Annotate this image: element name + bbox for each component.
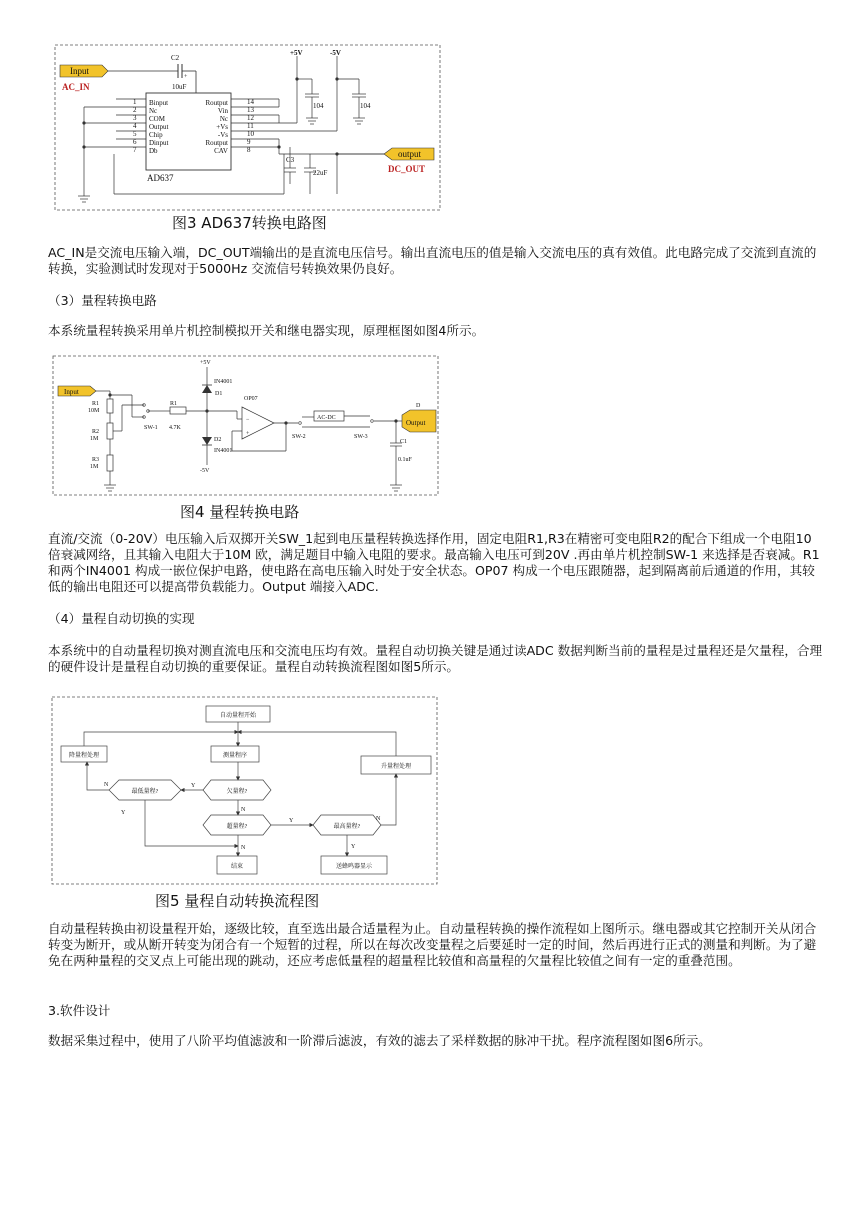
flow-down-range-label: 降量程处理: [68, 753, 100, 759]
sw1-label: SW-1: [144, 425, 158, 431]
c1-value: 0.1uF: [398, 457, 412, 463]
flow-under-range-label: 欠量程?: [226, 789, 248, 795]
minus5v-label: -5V: [330, 49, 341, 57]
r1b-value: 4.7K: [169, 425, 181, 431]
paragraph-1: AC_IN是交流电压输入端，DC_OUT端输出的是直流电压信号。输出直流电压的值是输入交流电压的真有效值。此电路完成了交流到直流的转换，实验测试时发现对于5000Hz 交流信号转换效果仍良好。: [48, 245, 817, 276]
c2-value: 10uF: [172, 83, 187, 91]
input-tag-label: Input: [70, 66, 89, 76]
pin-left-3: 3: [133, 114, 137, 122]
figure-5-auto-range-flowchart: [51, 696, 439, 886]
flow-start-label: 自动量程开始: [219, 713, 257, 719]
pin-name-right-9: Routput: [205, 139, 228, 147]
pin-name-left-7: Db: [149, 147, 158, 155]
pin-name-left-2: Nc: [149, 107, 158, 115]
pin-name-right-10: -Vs: [217, 131, 228, 139]
pin-name-left-3: COM: [149, 115, 165, 123]
figure-4-caption: 图4 量程转换电路: [180, 503, 300, 521]
pin-name-left-5: Chip: [149, 131, 163, 139]
figure-4-range-switch-circuit: [52, 355, 440, 497]
paragraph-4: 直流/交流（0-20V）电压输入后双掷开关SW_1起到电压量程转换选择作用，固定电阻R1,R3在精密可变电阻R2的配合下组成一个电阻10倍衰减网络，且其输入电阻大于10M 欧，满足题目中输入电阻的要求。最高输入电压可到20V .再由单片机控制SW-1 来选择是否衰减。R1和两个IN4001 构成一嵌位保护电路，使电路在高电压输入时处于安全状态。OP07 构成一个电压跟随器，起到隔离前后通道的作用，其较低的输出电阻还可以提高带负载能力。Output 端接入ADC.: [48, 531, 820, 594]
flow-no-max: N: [376, 816, 381, 822]
pin-name-left-6: Dinput: [149, 139, 169, 147]
opamp-minus: −: [246, 417, 250, 423]
r2-label: R2: [92, 429, 100, 435]
pin-right-8: 8: [247, 146, 251, 154]
auto-range-flowchart: [51, 696, 439, 886]
pin-left-2: 2: [133, 106, 137, 114]
flow-max-range-label: 最高量程?: [333, 824, 361, 830]
r1-value: 10M: [88, 408, 100, 414]
paragraph-3: 本系统量程转换采用单片机控制模拟开关和继电器实现，原理框图如图4所示。: [48, 323, 485, 338]
pin-right-12: 12: [247, 114, 254, 122]
plus5v-label: +5V: [290, 49, 303, 57]
figure-5-caption: 图5 量程自动转换流程图: [155, 892, 320, 910]
pin-left-5: 5: [133, 130, 137, 138]
r2-value: 1M: [90, 436, 99, 442]
flow-yes-max: Y: [351, 844, 356, 850]
paragraph-8: 3.软件设计: [48, 1003, 111, 1018]
flow-over-range-label: 超量程?: [226, 824, 248, 830]
diode-d1-icon: [202, 385, 212, 393]
sw2-label: SW-2: [292, 434, 306, 440]
flow-no-min: N: [104, 782, 109, 788]
cap-104-b: 104: [360, 102, 371, 110]
flow-no-over: N: [241, 845, 246, 851]
pin-name-right-14: Routput: [205, 99, 228, 107]
pin-name-right-13: Vin: [217, 107, 228, 115]
pin-name-right-8: CAV: [214, 147, 228, 155]
flow-yes-min: Y: [121, 810, 126, 816]
paragraph-7: 自动量程转换由初设量程开始，逐级比较，直至选出最合适量程为止。自动量程转换的操作流程如上图所示。继电器或其它控制开关从闭合转变为断开，或从断开转变为闭合有一个短暂的过程，所以在每次改变量程之后要延时一定的时间，然后再进行正式的测量和判断。为了避免在两种量程的交叉点上可能出现的跳动，还应考虑低量程的超量程比较值和高量程的欠量程比较值之间有一定的重叠范围。: [48, 921, 817, 968]
opamp-plus: +: [246, 431, 250, 437]
c3-label: C3: [286, 156, 295, 164]
flow-min-range-label: 最低量程?: [131, 789, 159, 795]
dc-out-label: DC_OUT: [388, 164, 426, 174]
flow-yes-over: Y: [289, 818, 294, 824]
paragraph-2: （3）量程转换电路: [48, 293, 157, 308]
r1-label: R1: [92, 401, 100, 407]
r3-label: R3: [92, 457, 100, 463]
sw3-label: SW-3: [354, 434, 368, 440]
flow-up-range-label: 升量程处理: [380, 764, 412, 770]
r1b-label: R1: [170, 401, 178, 407]
pin-name-left-1: Binput: [149, 99, 169, 107]
paragraph-6: 本系统中的自动量程切换对测直流电压和交流电压均有效。量程自动切换关键是通过读ADC 数据判断当前的量程是过量程还是欠量程，合理的硬件设计是量程自动切换的重要保证。量程自动转换流程图如图5所示。: [48, 643, 823, 674]
paragraph-5: （4）量程自动切换的实现: [48, 611, 195, 626]
plus5v-label: +5V: [200, 360, 211, 366]
cap-104-a: 104: [313, 102, 324, 110]
d2-part-label: IN4001: [214, 448, 233, 454]
figure-3-caption: 图3 AD637转换电路图: [172, 214, 327, 232]
range-switch-circuit-diagram: [52, 355, 440, 497]
pin-left-7: 7: [133, 146, 137, 154]
output-tag-label: Output: [406, 419, 426, 427]
c3-value: 22uF: [313, 169, 328, 177]
output-tag-label: output: [398, 149, 422, 159]
ac-in-label: AC_IN: [62, 82, 90, 92]
c2-plus: +: [184, 74, 188, 80]
pin-left-4: 4: [133, 122, 137, 130]
pin-right-10: 10: [247, 130, 254, 138]
pin-name-right-11: +Vs: [216, 123, 228, 131]
c1-label: C1: [400, 439, 408, 445]
d1-label: D1: [215, 391, 223, 397]
pin-name-left-4: Output: [149, 123, 169, 131]
pin-right-14: 14: [247, 98, 254, 106]
figure-3-ad637-circuit: [54, 44, 442, 212]
pin-right-11: 11: [247, 122, 254, 130]
flow-no-under: N: [241, 807, 246, 813]
pin-name-right-12: Nc: [219, 115, 228, 123]
d-label: D: [416, 403, 421, 409]
diode-d2-icon: [202, 437, 212, 445]
pin-left-6: 6: [133, 138, 137, 146]
pin-left-1: 1: [133, 98, 137, 106]
input-tag-label: Input: [64, 388, 79, 396]
flow-end-label: 结束: [230, 864, 244, 870]
chip-name: AD637: [147, 173, 174, 183]
d2-label: D2: [214, 437, 222, 443]
flow-measure-label: 测量程序: [222, 753, 248, 759]
flow-alarm-label: 送蜂鸣器显示: [335, 864, 373, 870]
ad637-circuit-diagram: [54, 44, 442, 212]
pin-right-13: 13: [247, 106, 254, 114]
flow-yes-under: Y: [191, 783, 196, 789]
r3-value: 1M: [90, 464, 99, 470]
opamp-label: OP07: [244, 396, 258, 402]
paragraph-9: 数据采集过程中，使用了八阶平均值滤波和一阶滞后滤波，有效的滤去了采样数据的脉冲干扰。程序流程图如图6所示。: [48, 1033, 711, 1048]
acdc-label: AC-DC: [317, 415, 336, 421]
pin-right-9: 9: [247, 138, 251, 146]
c2-label: C2: [171, 54, 180, 62]
minus5v-label: -5V: [200, 468, 210, 474]
d1-part-label: IN4001: [214, 379, 233, 385]
